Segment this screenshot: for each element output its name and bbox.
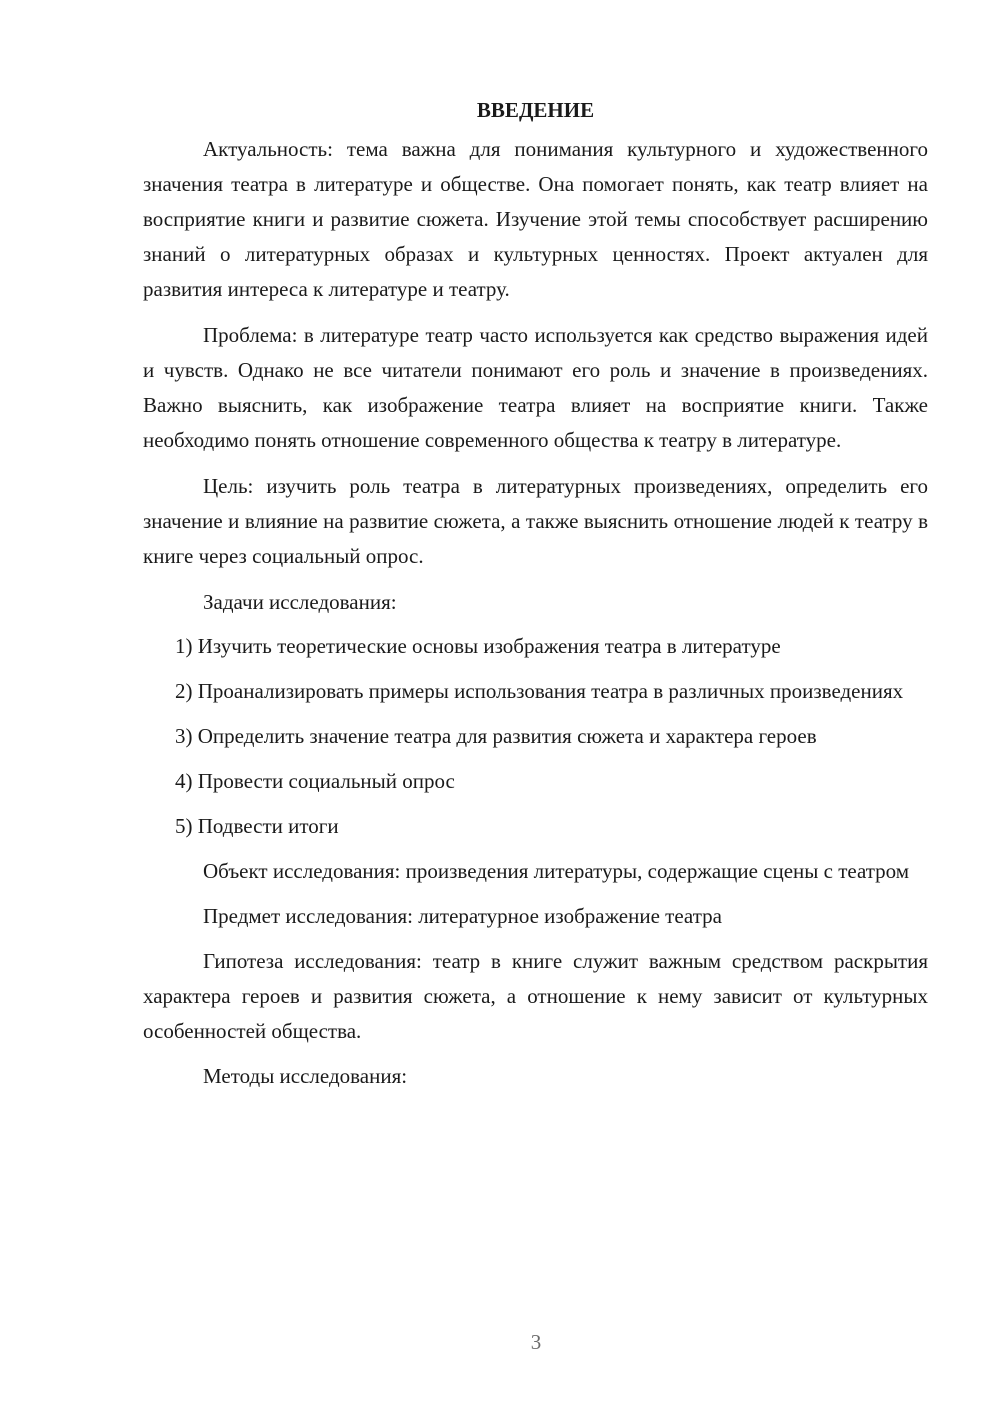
goal-paragraph: Цель: изучить роль театра в литературных произведениях, определить его значение и влияние на развитие сюжета, а также выяснить отношение людей к театру в книге через социальный опрос. — [143, 474, 928, 568]
object-paragraph: Объект исследования: произведения литературы, содержащие сцены с театром — [203, 859, 910, 883]
document-page — [143, 92, 928, 1094]
problem-paragraph: Проблема: в литературе театр часто используется как средство выражения идей и чувств. Однако не все читатели понимают его роль и значение в произведениях. Важно выяснить, как изображение театра влияет на восприятие книги. Также необходимо понять отношение современного общества к театру в литературе. — [143, 323, 928, 452]
task-item-4: 4) Провести социальный опрос — [175, 769, 455, 793]
methods-heading: Методы исследования: — [203, 1064, 408, 1088]
subject-paragraph: Предмет исследования: литературное изображение театра — [203, 904, 722, 928]
task-item-5: 5) Подвести итоги — [175, 814, 339, 838]
task-item-2: 2) Проанализировать примеры использования театра в различных произведениях — [175, 679, 904, 703]
section-title: ВВЕДЕНИЕ — [476, 98, 595, 122]
relevance-paragraph: Актуальность: тема важна для понимания культурного и художественного значения театра в литературе и обществе. Она помогает понять, как театр влияет на восприятие книги и развитие сюжета. Изучение этой темы способствует расширению знаний о литературных образах и культурных ценностях. Проект актуален для развития интереса к литературе и театру. — [143, 137, 928, 301]
task-item-3: 3) Определить значение театра для развития сюжета и характера героев — [175, 724, 817, 748]
page-number: 3 — [530, 1330, 542, 1354]
tasks-heading: Задачи исследования: — [203, 590, 397, 614]
task-item-1: 1) Изучить теоретические основы изображения театра в литературе — [175, 634, 781, 658]
hypothesis-paragraph: Гипотеза исследования: театр в книге служит важным средством раскрытия характера героев и развития сюжета, а отношение к нему зависит от культурных особенностей общества. — [143, 949, 928, 1043]
